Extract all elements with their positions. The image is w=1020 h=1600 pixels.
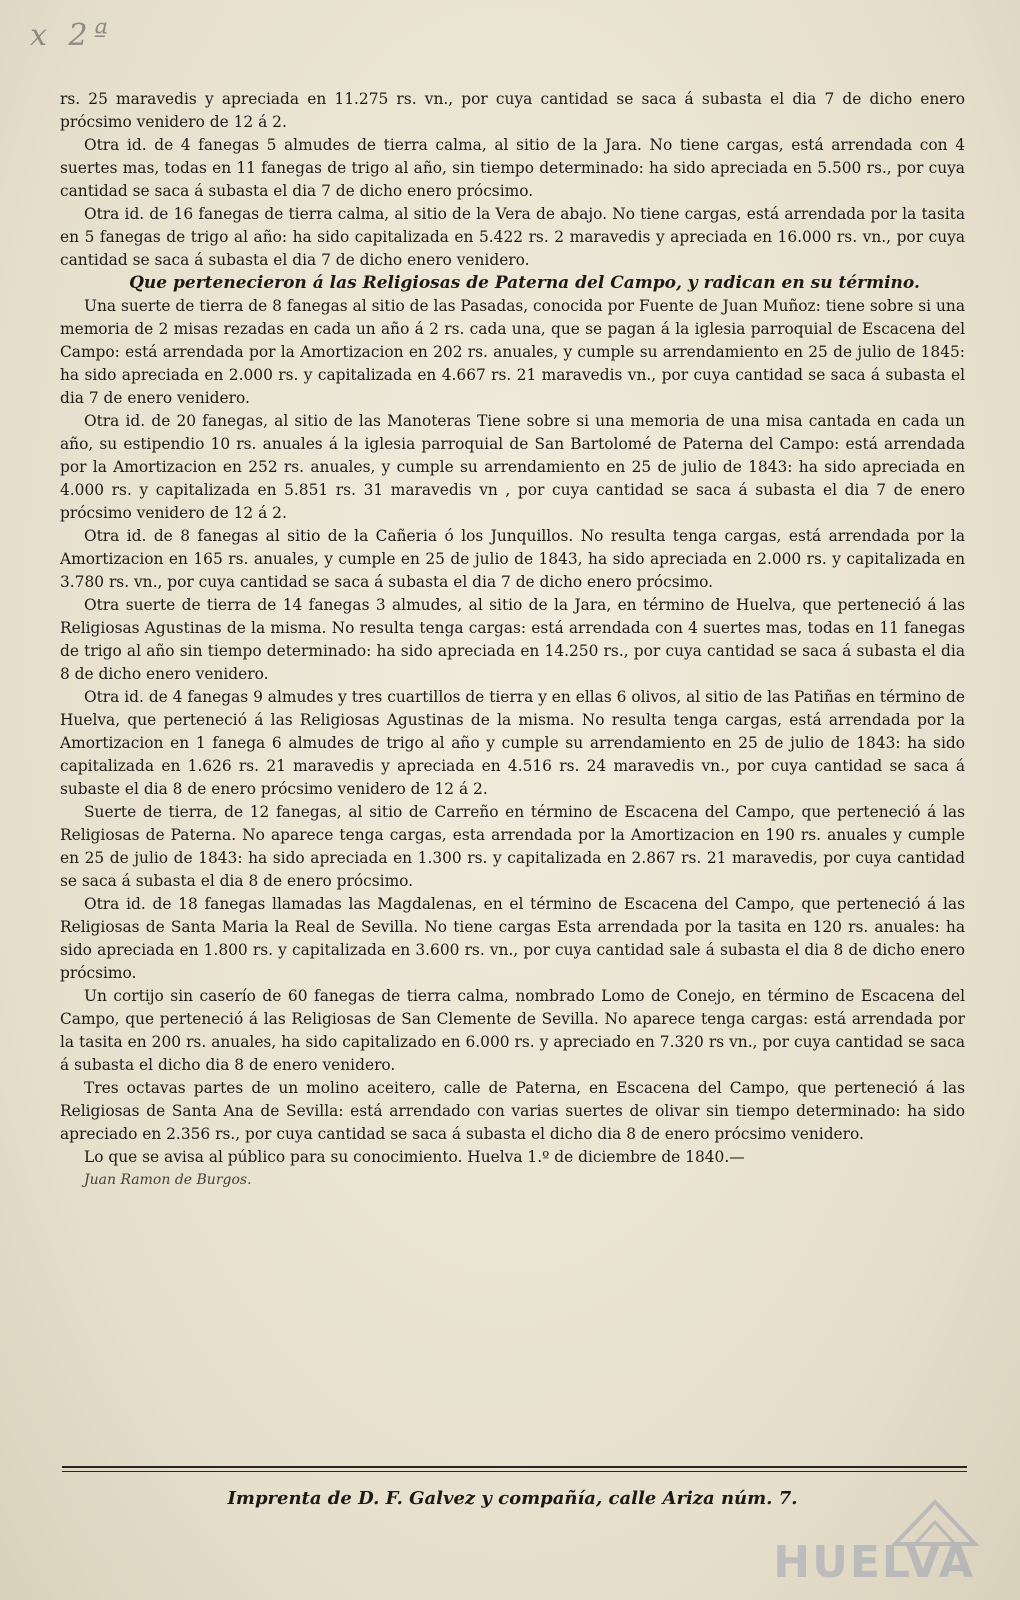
paragraph: Otra suerte de tierra de 14 fanegas 3 almudes, al sitio de la Jara, en término de Huelva, que perteneció á las Religiosas Agustinas de la misma. No resulta tenga cargas: está arrendada con 4 suertes mas, todas en 11 fanegas de trigo al año sin tiempo determinado: ha sido apreciada en 14.250 rs., por cuya cantidad se saca á subasta el dia 8 de dicho enero venidero. [60,596,965,683]
paragraph: Una suerte de tierra de 8 fanegas al sitio de las Pasadas, conocida por Fuente de Juan Muñoz: tiene sobre si una memoria de 2 misas rezadas en cada un año á 2 rs. cada una, que se pagan á la iglesia parroquial de Escacena del Campo: está arrendada por la Amortizacion en 202 rs. anuales, y cumple su arrendamiento en 25 de julio de 1845: ha sido apreciada en 2.000 rs. y capitalizada en 4.667 rs. 21 maravedis vn., por cuya cantidad se saca á subasta el dia 7 de enero venidero. [60,297,965,407]
closing-paragraph: Lo que se avisa al público para su conocimiento. Huelva 1.º de diciembre de 1840.— [84,1148,745,1166]
divider-rule [62,1466,967,1468]
section-heading: Que pertenecieron á las Religiosas de Paterna del Campo, y radican en su término. [129,273,920,293]
paragraph: Un cortijo sin caserío de 60 fanegas de tierra calma, nombrado Lomo de Conejo, en término de Escacena del Campo, que perteneció á las Religiosas de San Clemente de Sevilla. No aparece tenga cargas: está arrendada por la tasita en 200 rs. anuales, ha sido capitalizado en 6.000 rs. y apreciado en 7.320 rs vn., por cuya cantidad se saca á subasta el dicho dia 8 de enero venidero. [60,987,965,1074]
imprint-line: Imprenta de D. F. Galvez y compañía, calle Ariza núm. 7. [227,1488,798,1509]
divider-rule [62,1471,967,1472]
paragraph: Otra id. de 4 fanegas 5 almudes de tierra calma, al sitio de la Jara. No tiene cargas, está arrendada con 4 suertes mas, todas en 11 fanegas de trigo al año, sin tiempo determinado: ha sido apreciada en 5.500 rs., por cuya cantidad se saca á subasta el dia 7 de dicho enero prócsimo. [60,136,965,200]
paragraph: Otra id. de 8 fanegas al sitio de la Cañeria ó los Junquillos. No resulta tenga cargas, está arrendada por la Amortizacion en 165 rs. anuales, y cumple en 25 de julio de 1843, ha sido apreciada en 2.000 rs. y capitalizada en 3.780 rs. vn., por cuya cantidad se saca á subasta el dia 7 de dicho enero prócsimo. [60,527,965,591]
paragraph: rs. 25 maravedis y apreciada en 11.275 rs. vn., por cuya cantidad se saca á subasta el dia 7 de dicho enero prócsimo venidero de 12 á 2. [60,90,965,131]
signature: Juan Ramon de Burgos. [84,1172,252,1188]
watermark-text: HUELVA [773,1537,975,1588]
paragraph: Otra id. de 16 fanegas de tierra calma, al sitio de la Vera de abajo. No tiene cargas, está arrendada por la tasita en 5 fanegas de trigo al año: ha sido capitalizada en 5.422 rs. 2 maravedis y apreciada en 16.000 rs. vn., por cuya cantidad se saca á subasta el dia 7 de dicho enero venidero. [60,205,965,269]
paragraph: Tres octavas partes de un molino aceitero, calle de Paterna, en Escacena del Campo, que perteneció á las Religiosas de Santa Ana de Sevilla: está arrendado con varias suertes de olivar sin tiempo determinado: ha sido apreciado en 2.356 rs., por cuya cantidad se saca á subasta el dicho dia 8 de enero prócsimo venidero. [60,1079,965,1143]
paragraph: Otra id. de 4 fanegas 9 almudes y tres cuartillos de tierra y en ellas 6 olivos, al sitio de las Patiñas en término de Huelva, que perteneció á las Religiosas Agustinas de la misma. No resulta tenga cargas, está arrendada por la Amortizacion en 1 fanega 6 almudes de trigo al año y cumple su arrendamiento en 25 de julio de 1843: ha sido capitalizada en 1.626 rs. 21 maravedis y apreciada en 4.516 rs. 24 maravedis vn., por cuya cantidad se saca á subaste el dia 8 de enero prócsimo venidero de 12 á 2. [60,688,965,798]
paragraph: Otra id. de 18 fanegas llamadas las Magdalenas, en el término de Escacena del Campo, que perteneció á las Religiosas de Santa Maria la Real de Sevilla. No tiene cargas Esta arrendada por la tasita en 120 rs. anuales: ha sido apreciada en 1.800 rs. y capitalizada en 3.600 rs. vn., por cuya cantidad sale á subasta el dia 8 de dicho enero prócsimo. [60,895,965,982]
archive-watermark [605,1500,1005,1590]
document-body [60,88,965,1192]
paragraph: Otra id. de 20 fanegas, al sitio de las Manoteras Tiene sobre si una memoria de una misa cantada en cada un año, su estipendio 10 rs. anuales á la iglesia parroquial de San Bartolomé de Paterna del Campo: está arrendada por la Amortizacion en 252 rs. anuales, y cumple su arrendamiento en 25 de julio de 1843: ha sido apreciada en 4.000 rs. y capitalizada en 5.851 rs. 31 maravedis vn , por cuya cantidad se saca á subasta el dia 7 de enero prócsimo venidero de 12 á 2. [60,412,965,522]
paragraph: Suerte de tierra, de 12 fanegas, al sitio de Carreño en término de Escacena del Campo, que perteneció á las Religiosas de Paterna. No aparece tenga cargas, esta arrendada por la Amortizacion en 190 rs. anuales y cumple en 25 de julio de 1843: ha sido apreciada en 1.300 rs. y capitalizada en 2.867 rs. 21 maravedis, por cuya cantidad se saca á subasta el dia 8 de enero prócsimo. [60,803,965,890]
handwritten-note: x 2ª [30,18,114,53]
